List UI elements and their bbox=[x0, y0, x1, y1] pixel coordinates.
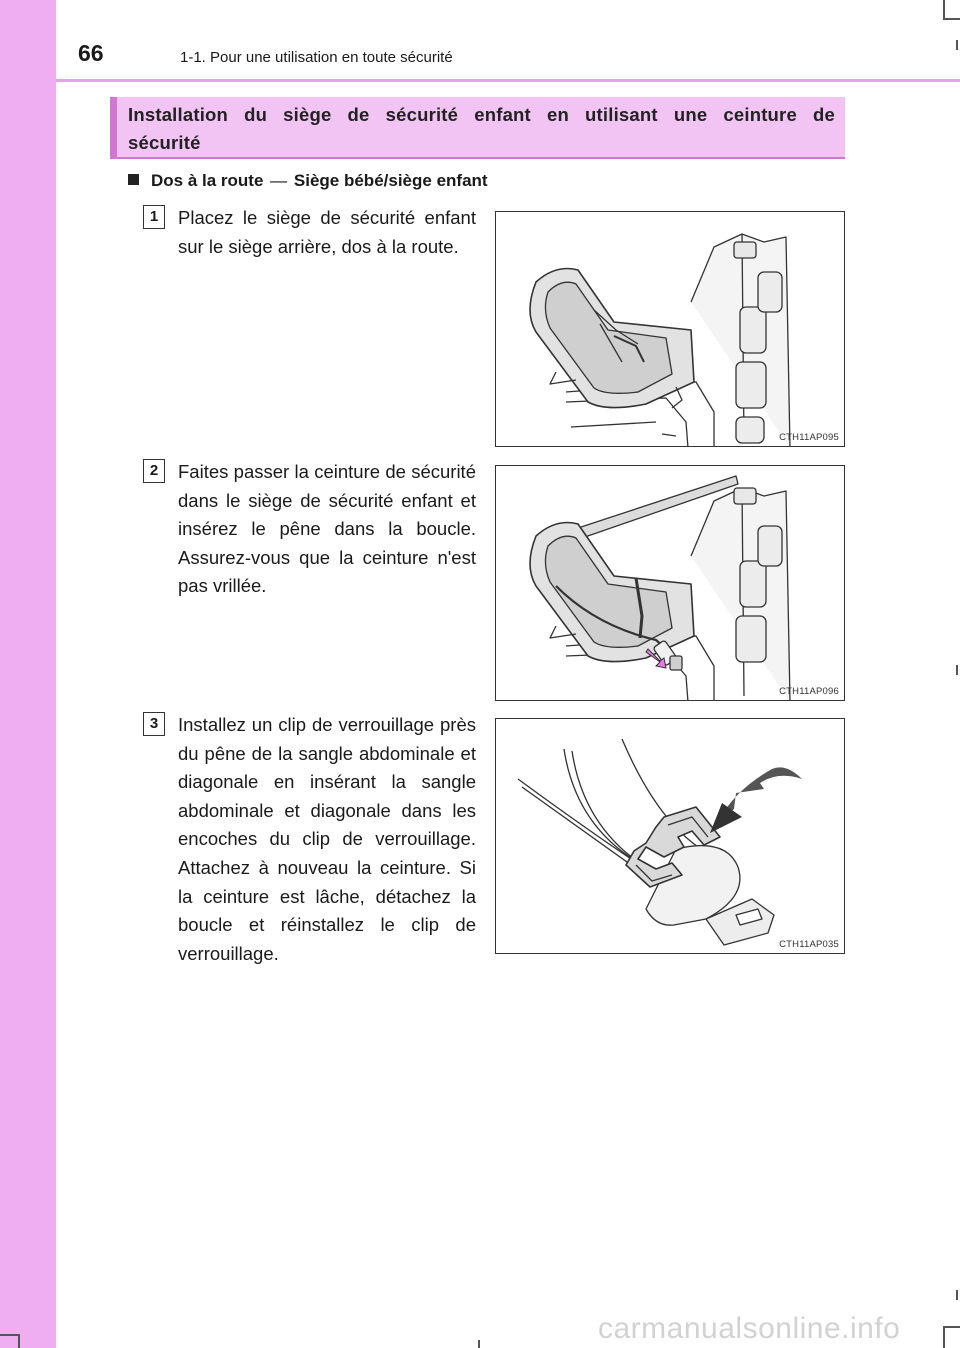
step-3-text: Installez un clip de verrouillage près du pêne de la sangle abdominale et diagonale en insérant la sangle abdominale et diagonale dans les encoches du clip de verrouillage. Attachez à nouveau la ceinture. Si la ceinture est lâche, détachez la boucle et réinstallez le clip de verrouillage. bbox=[178, 714, 476, 964]
figure-3-code: CTH11AP035 bbox=[779, 939, 839, 950]
step-1-text: Placez le siège de sécurité enfant sur le siège arrière, dos à la route. bbox=[178, 207, 476, 257]
subsection-dash: — bbox=[270, 171, 288, 190]
page-number: 66 bbox=[78, 40, 104, 66]
step-3-number: 3 bbox=[143, 712, 165, 736]
crop-mark bbox=[943, 18, 960, 20]
crop-mark bbox=[18, 1334, 20, 1348]
figure-rear-facing-seat bbox=[495, 211, 845, 447]
crop-mark bbox=[943, 0, 945, 18]
crop-mark bbox=[943, 1326, 945, 1348]
section-title: Installation du siège de sécurité enfant en utilisant une ceinture de sécurité bbox=[128, 104, 835, 153]
figure-belt-routing bbox=[495, 465, 845, 701]
crop-mark bbox=[956, 40, 958, 50]
section-title-box bbox=[110, 97, 845, 159]
step-2-number: 2 bbox=[143, 459, 165, 483]
crop-mark bbox=[943, 1326, 960, 1328]
left-margin-band bbox=[0, 0, 56, 1348]
running-title: 1-1. Pour une utilisation en toute sécurité bbox=[180, 49, 453, 66]
child-seat-on-rear-seat-illustration bbox=[496, 212, 845, 447]
crop-mark bbox=[956, 1290, 958, 1300]
header-rule bbox=[56, 79, 960, 82]
figure-locking-clip bbox=[495, 718, 845, 954]
crop-mark bbox=[478, 1340, 480, 1348]
subsection-part2: Siège bébé/siège enfant bbox=[293, 171, 488, 190]
step-2-text: Faites passer la ceinture de sécurité dans le siège de sécurité enfant et insérez le pêne dans la boucle. Assurez-vous que la ceinture n'est pas vrillée. bbox=[178, 461, 476, 597]
step-1-number: 1 bbox=[143, 205, 165, 229]
figure-1-code: CTH11AP095 bbox=[779, 432, 839, 443]
crop-mark bbox=[956, 665, 958, 675]
subsection-part1: Dos à la route bbox=[151, 171, 264, 190]
footer-watermark: carmanualsonline.info bbox=[598, 1312, 901, 1345]
square-bullet-icon bbox=[128, 174, 139, 185]
subsection-heading bbox=[128, 171, 488, 191]
crop-mark bbox=[0, 1334, 18, 1336]
locking-clip-illustration bbox=[496, 719, 845, 954]
figure-2-code: CTH11AP096 bbox=[779, 686, 839, 697]
belt-through-child-seat-illustration bbox=[496, 466, 845, 701]
